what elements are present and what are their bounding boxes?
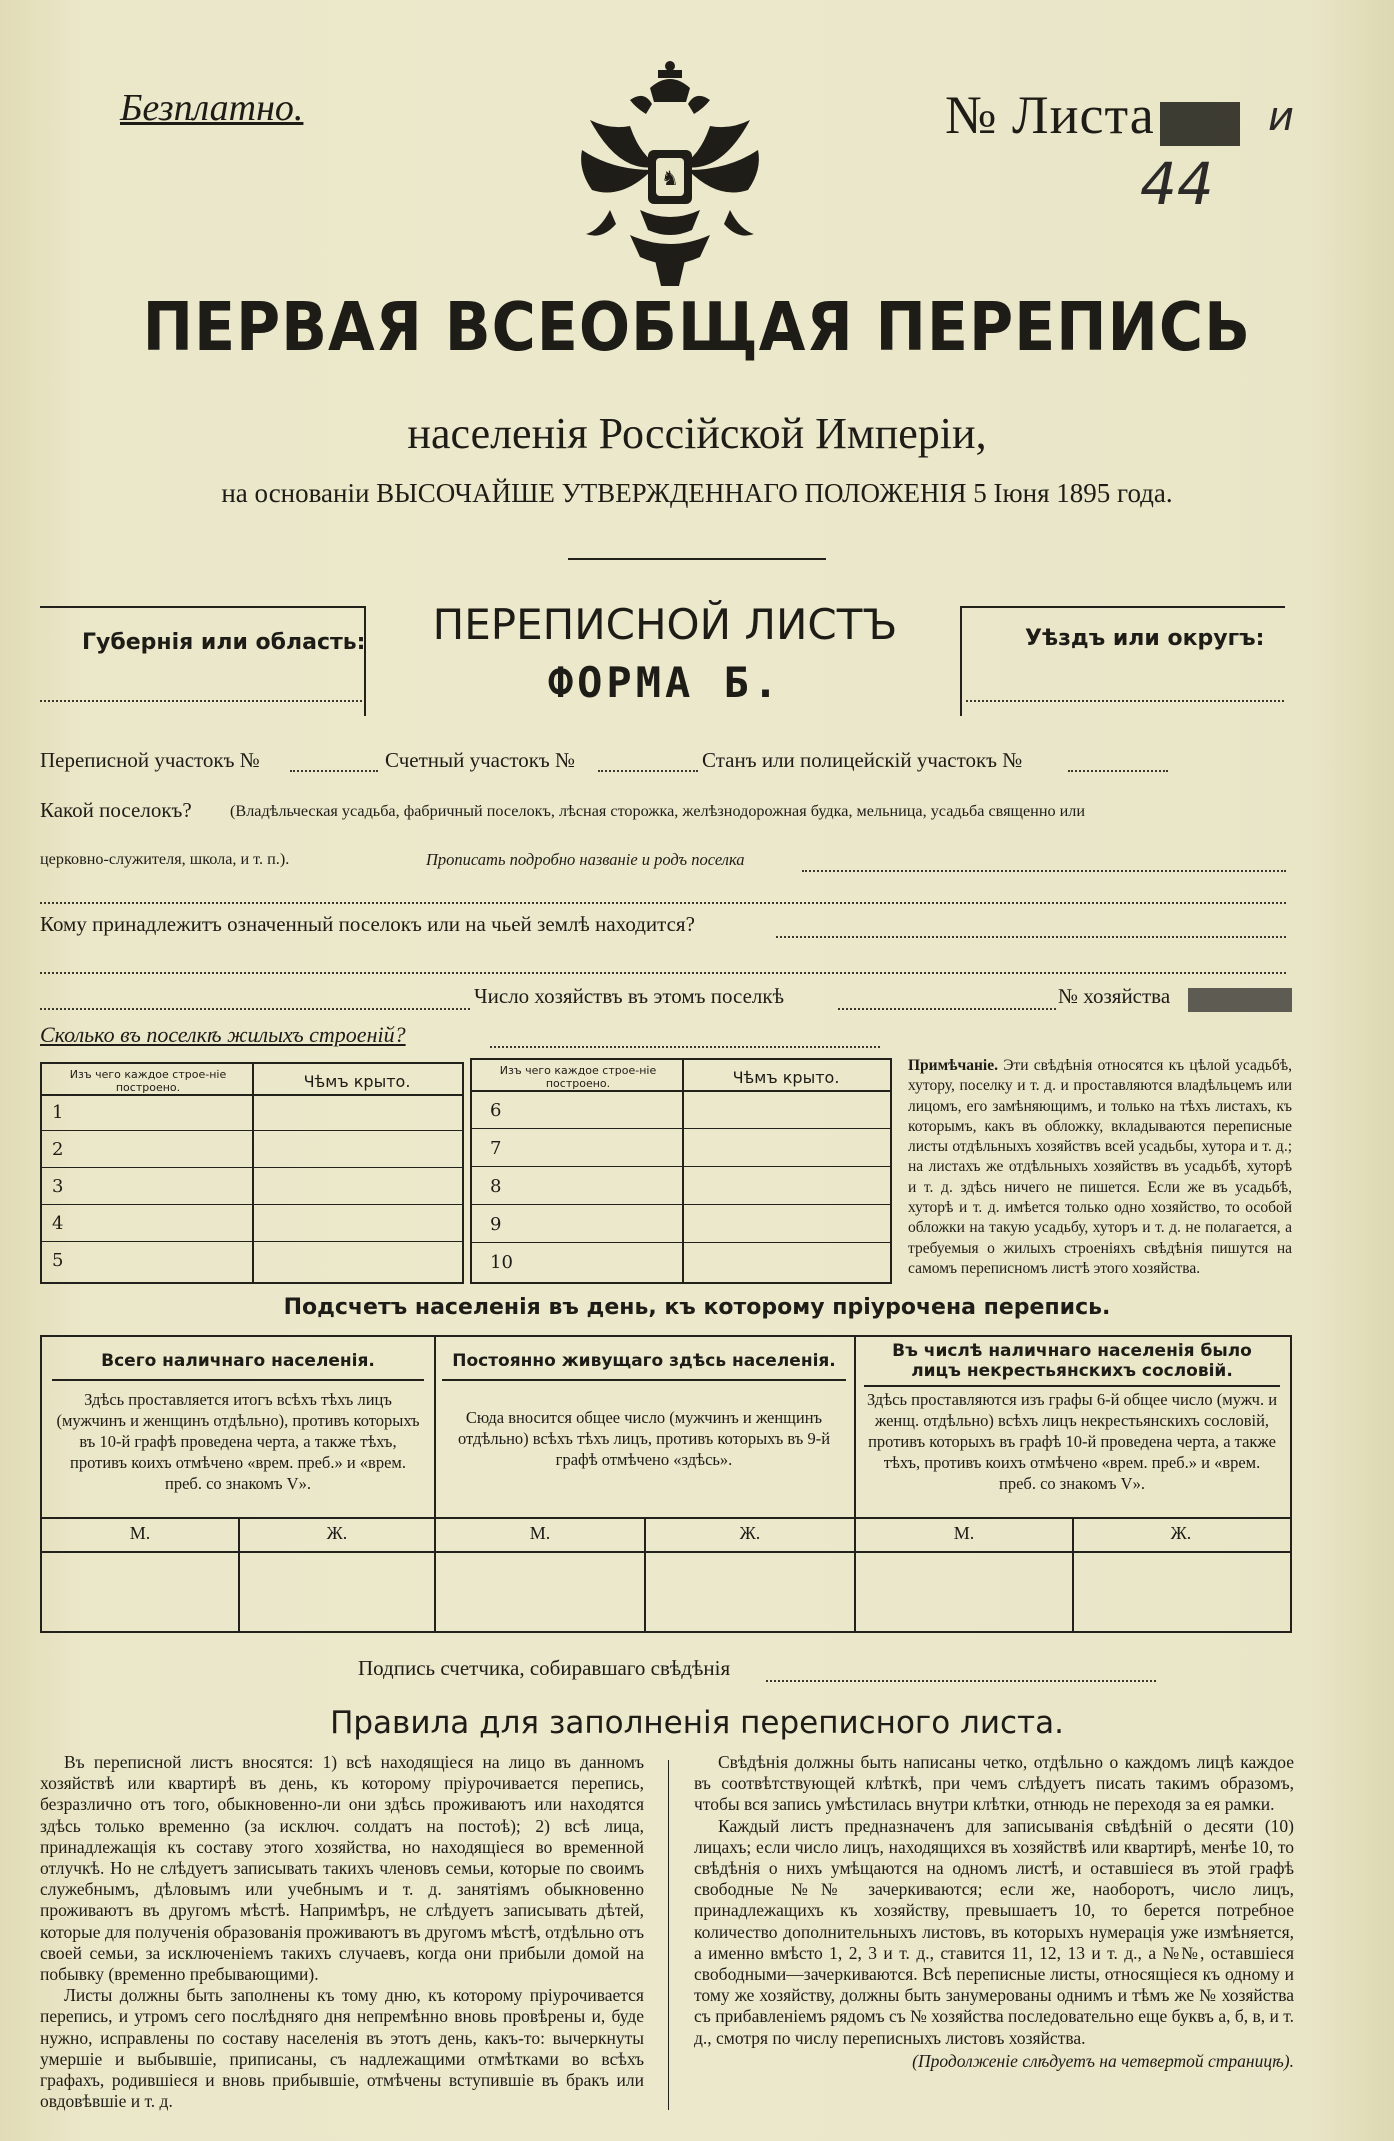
row-label: 3 [52, 1176, 64, 1197]
rules-left-p2: Листы должны быть заполнены къ тому дню, къ которому пріурочивается перепись, и утромъ сего послѣдняго дня непремѣнно вновь провѣрены и, буде нужно, исправлены по составу населенія въ этотъ день, какъ-то: вычеркнуты умершіе и выбывшіе, приписаны, съ надлежащими отмѣтками во всѣхъ графахъ, родившіеся и вновь прибывшіе, отмѣчены вступившіе въ бракъ или овдовѣвшіе и т. д. [40, 1985, 644, 2112]
buildings-field[interactable] [490, 1046, 880, 1048]
census-area-label: Переписной участокъ № [40, 748, 260, 772]
rules-left-column [40, 1752, 644, 2112]
row-label: 9 [490, 1214, 502, 1235]
district-label: Уѣздъ или округъ: [1025, 626, 1265, 651]
col2-female: Ж. [739, 1523, 761, 1543]
rules-right-p2: Каждый листъ предназначенъ для записыванія свѣдѣній о десяти (10) лицахъ; если число лицъ, находящихся въ хозяйствѣ или квартирѣ, менѣе 10, то свѣдѣнія о нихъ умѣщаются на одномъ листѣ, и оставшіеся въ этой графѣ свободные №№ зачеркиваются; если же, наоборотъ, число лицъ, принадлежащихъ къ хозяйству, превышаетъ 10, то берется потребное количество дополнительныхъ листовъ, въ которыхъ нумерація уже измѣняется, а именно вмѣсто 1, 2, 3 и т. д., ставится 11, 12, 13 и т. д., а №№, оставшіеся свободными—зачеркиваются. Всѣ переписные листы, относящіеся къ одному и тому же хозяйству, должны быть занумерованы однимъ и тѣмъ же № хозяйства съ прибавленіемъ рядомъ съ № хозяйства последовательно еще буквъ а, б, в, и т. д., смотря по числу переписныхъ листовъ хозяйства. [694, 1815, 1294, 2048]
owner-question: Кому принадлежитъ означенный поселокъ или на чьей землѣ находится? [40, 912, 695, 936]
police-area-label: Станъ или полицейскій участокъ № [702, 748, 1023, 772]
province-label: Губернія или область: [82, 630, 366, 655]
rules-left-p1: Въ переписной листъ вносятся: 1) всѣ находящіеся на лицо въ данномъ хозяйствѣ или квартирѣ въ день, къ которому пріурочивается перепись, безразлично отъ того, обыкновенно-ли они здѣсь проживаютъ или находятся здѣсь только временно (за исключ. солдатъ на постоѣ); 2) всѣ лица, принадлежащія къ составу этого хозяйства, но находящіеся во временной отлучкѣ. Но не слѣдуетъ записывать такихъ членовъ семьи, которые по своимъ служебнымъ, дѣловымъ или учебнымъ и т. д. занятіямъ обыкновенно проживаютъ въ другомъ мѣстѣ. Напримѣръ, не слѣдуетъ записывать дѣтей, которые для полученія образованія проживаютъ въ другомъ мѣстѣ, отдѣльно отъ своей семьи, за исключеніемъ такихъ случаевъ, когда они прибыли домой на побывку (временно пребывающими). [40, 1752, 644, 1985]
count-area-field[interactable] [598, 770, 698, 772]
settlement-hint-1: (Владѣльческая усадьба, фабричный поселокъ, лѣсная сторожка, желѣзнодорожная будка, мельница, усадьба священно или [230, 802, 1086, 820]
basis-line: на основаніи ВЫСОЧАЙШЕ УТВЕРЖДЕННАГО ПОЛОЖЕНІЯ 5 Іюня 1895 года. [221, 478, 1173, 508]
row-label: 1 [52, 1102, 64, 1123]
col-material-header: Изъ чего каждое строе-ніе построено. [69, 1068, 227, 1094]
col1-female: Ж. [326, 1523, 348, 1543]
settlement-field-2[interactable] [40, 902, 1286, 904]
title-separator [568, 558, 826, 560]
rules-divider [668, 1760, 669, 2110]
settlement-field-1[interactable] [802, 870, 1286, 872]
row-label: 8 [490, 1176, 502, 1197]
row-label: 2 [52, 1139, 64, 1160]
row-label: 10 [490, 1252, 513, 1273]
population-table [40, 1335, 1292, 1633]
household-no-smudge [1188, 988, 1292, 1012]
rules-right-column [694, 1752, 1294, 2072]
count-area-label: Счетный участокъ № [385, 748, 576, 772]
subtitle: населенія Россійской Имперіи, [407, 409, 987, 458]
sheet-number-smudge [1160, 102, 1240, 146]
col-roof-header: Чѣмъ крыто. [303, 1072, 411, 1091]
rules-heading: Правила для заполненія переписного листа. [330, 1705, 1064, 1741]
signature-label: Подпись счетчика, собиравшаго свѣдѣнія [358, 1656, 731, 1680]
buildings-table-right [470, 1058, 892, 1284]
col-roof-header: Чѣмъ крыто. [732, 1068, 840, 1087]
col-material-header: Изъ чего каждое строе-ніе построено. [499, 1064, 657, 1090]
col2-male: М. [529, 1523, 551, 1543]
col2-title: Постоянно живущаго здѣсь населенія. [452, 1351, 836, 1371]
police-area-field[interactable] [1068, 770, 1168, 772]
buildings-table-left [40, 1062, 464, 1284]
row-label: 7 [490, 1138, 502, 1159]
col1-text: Здѣсь проставляется итогъ всѣхъ тѣхъ лицъ (мужчинъ и женщинъ отдѣльно), противъ которыхъ въ 10-й графѣ проведена черта, а также тѣхъ, противъ коихъ отмѣчено «врем. преб.» и «врем. преб. со знакомъ V». [56, 1390, 420, 1493]
note-heading: Примѣчаніе. [908, 1057, 998, 1074]
census-area-field[interactable] [290, 770, 378, 772]
province-field[interactable] [40, 700, 362, 702]
main-title: ПЕРВАЯ ВСЕОБЩАЯ ПЕРЕПИСЬ [142, 288, 1252, 366]
population-heading: Подсчетъ населенія въ день, къ которому пріурочена перепись. [283, 1295, 1111, 1320]
household-no-label: № хозяйства [1058, 984, 1171, 1008]
note-text: Эти свѣдѣнія относятся къ цѣлой усадьбѣ, хутору, поселку и т. д. и проставляются владѣльцемъ или лицомъ, его замѣняющимъ, и только на тѣхъ листахъ, къ которымъ, какъ въ обложку, вкладываются переписные листы отдѣльныхъ хозяйствъ всей усадьбы, хутора и т. д.; на листахъ же отдѣльныхъ хозяйствъ въ усадьбѣ, хуторѣ и т. д. здѣсь ничего не пишется. Если же въ усадьбѣ, хуторѣ и т. д. имѣется только одно хозяйство, то особой обложки на такую усадьбу, хуторъ и т. д. не полагается, а требуемыя о жилыхъ строеніяхъ свѣдѣнія пишутся на самомъ переписномъ листѣ этого хозяйства. [908, 1057, 1292, 1277]
col3-title: Въ числѣ наличнаго населенія было лицъ некрестьянскихъ сословій. [892, 1341, 1252, 1381]
row-label: 4 [52, 1213, 64, 1234]
row-label: 6 [490, 1100, 502, 1121]
buildings-question: Сколько въ поселкѣ жилыхъ строеній? [40, 1022, 406, 1047]
buildings-note [908, 1056, 1292, 1279]
form-name: ФОРМА Б. [547, 658, 783, 707]
rules-right-p1: Свѣдѣнія должны быть написаны четко, отдѣльно о каждомъ лицѣ каждое въ соотвѣтствующей клѣткѣ, при чемъ слѣдуетъ писать такимъ образомъ, чтобы вся запись умѣстилась внутри клѣтки, отнюдь не переходя за ея рамки. [694, 1752, 1294, 1815]
settlement-question: Какой поселокъ? [40, 798, 192, 822]
sheet-number-handwritten: 44 [1140, 150, 1214, 218]
row-label: 5 [52, 1250, 64, 1271]
title-wrap [0, 288, 1394, 366]
col2-text: Сюда вносится общее число (мужчинъ и женщинъ отдѣльно) всѣхъ тѣхъ лицъ, противъ которыхъ въ 9-й графѣ отмѣчено «здѣсь». [457, 1408, 831, 1469]
col3-female: Ж. [1170, 1523, 1192, 1543]
free-label: Безплатно. [120, 87, 304, 129]
col1-male: М. [129, 1523, 151, 1543]
owner-field-2[interactable] [40, 972, 1286, 974]
col1-title: Всего наличнаго населенія. [101, 1351, 375, 1371]
rules-continuation: (Продолженіе слѣдуетъ на четвертой страницѣ). [912, 2050, 1294, 2071]
households-lead [40, 1008, 470, 1010]
col3-male: М. [953, 1523, 975, 1543]
col3-text: Здѣсь проставляются изъ графы 6-й общее число (мужч. и женщ. отдѣльно) всѣхъ лицъ некрестьянскихъ сословій, противъ которыхъ въ графѣ 10-й проведена черта, а также тѣхъ, противъ коихъ отмѣчено «врем. преб.» и «врем. преб. со знакомъ V». [866, 1390, 1278, 1493]
sheet-title: ПЕРЕПИСНОЙ ЛИСТЪ [432, 600, 898, 649]
settlement-hint-3: Прописать подробно названіе и родъ поселка [426, 850, 745, 869]
imperial-eagle-emblem [570, 60, 770, 290]
households-label: Число хозяйствъ въ этомъ поселкѣ [474, 984, 784, 1008]
owner-field-1[interactable] [776, 936, 1286, 938]
sheet-extra-handwritten: и [1268, 94, 1294, 140]
settlement-hint-2: церковно-служителя, школа, и т. п.). [40, 850, 290, 868]
signature-field[interactable] [766, 1680, 1156, 1682]
households-field[interactable] [838, 1008, 1056, 1010]
sheet-number-label: № Листа [945, 85, 1155, 145]
svg-text:♞: ♞ [661, 166, 679, 190]
district-field[interactable] [966, 700, 1284, 702]
